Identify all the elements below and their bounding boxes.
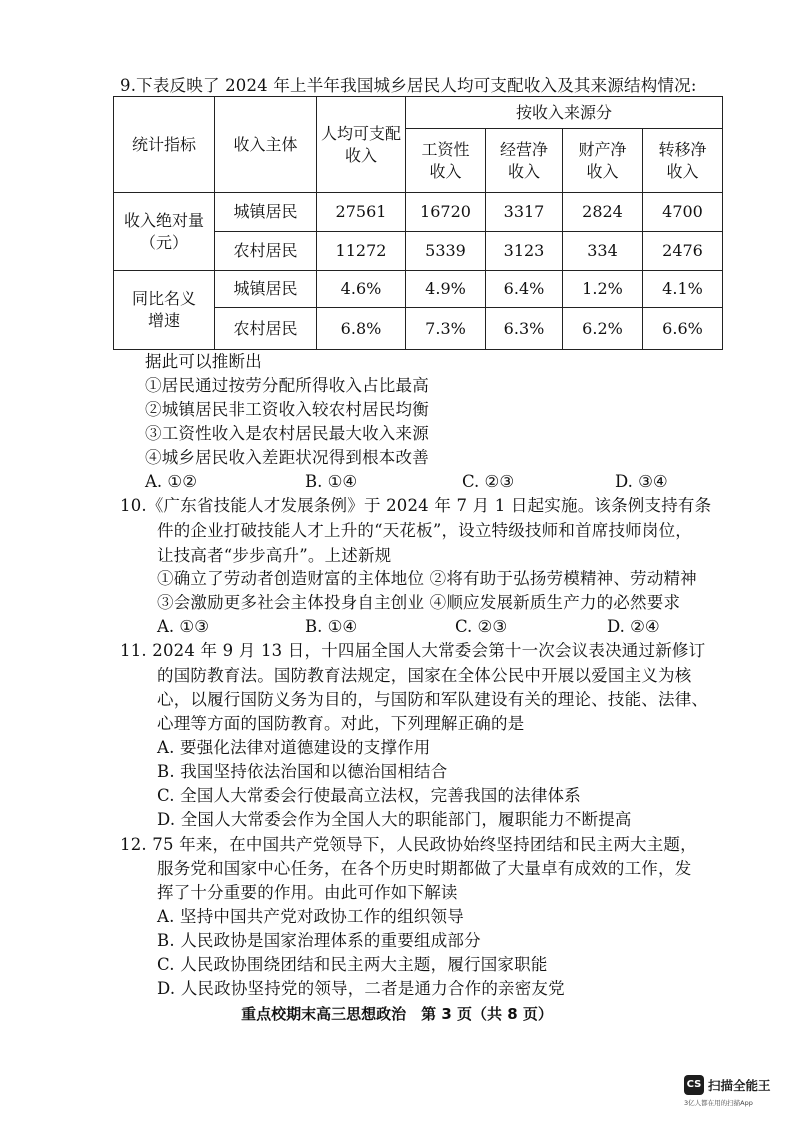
table-cell: 4.1% (643, 271, 723, 308)
table-cell: 334 (563, 232, 643, 271)
q10-option-d[interactable]: D. ②④ (607, 617, 660, 636)
q9-option-b[interactable]: B. ①④ (305, 472, 358, 491)
q10-stem: 件的企业打破技能人才上升的“天花板”，设立特级技师和首席技师岗位， (157, 521, 692, 540)
table-cell: 4.9% (406, 271, 486, 308)
header-business: 经营净收入 (486, 129, 563, 193)
q11-stem: 心理等方面的国防教育。对此，下列理解正确的是 (157, 714, 525, 733)
q10-option-a[interactable]: A. ①③ (157, 617, 209, 636)
table-cell: 7.3% (406, 308, 486, 350)
q10-stem: 让技高者“步步高升”。上述新规 (157, 546, 392, 565)
q9-item: ④城乡居民收入差距状况得到根本改善 (145, 448, 429, 467)
table-cell: 4.6% (317, 271, 406, 308)
q9-option-c[interactable]: C. ②③ (462, 472, 515, 491)
q9-option-d[interactable]: D. ③④ (615, 472, 668, 491)
watermark-subtitle: 3亿人都在用的扫描App (684, 1099, 753, 1107)
q12-option-c[interactable]: C. 人民政协围绕团结和民主两大主题，履行国家职能 (157, 955, 548, 974)
table-row (114, 271, 723, 308)
table-cell: 1.2% (563, 271, 643, 308)
table-cell: 6.6% (643, 308, 723, 350)
q9-lead: 据此可以推断出 (145, 352, 262, 371)
subject-rural: 农村居民 (215, 232, 317, 271)
header-transfer: 转移净收入 (643, 129, 723, 193)
table-cell: 6.4% (486, 271, 563, 308)
header-wage: 工资性收入 (406, 129, 486, 193)
q11-option-d[interactable]: D. 全国人大常委会作为全国人大的职能部门，履职能力不断提高 (157, 810, 632, 829)
q9-stem: 9.下表反映了 2024 年上半年我国城乡居民人均可支配收入及其来源结构情况: (120, 76, 697, 95)
q9-item: ③工资性收入是农村居民最大收入来源 (145, 424, 429, 443)
q11-stem: 心，以履行国防义务为目的，与国防和军队建设有关的理论、技能、法律、 (157, 690, 709, 709)
subject-urban: 城镇居民 (215, 193, 317, 232)
q11-option-b[interactable]: B. 我国坚持依法治国和以德治国相结合 (157, 762, 448, 781)
table-cell: 11272 (317, 232, 406, 271)
header-per-capita: 人均可支配收入 (317, 97, 406, 193)
group-growth: 同比名义增速 (114, 271, 215, 350)
subject-rural: 农村居民 (215, 308, 317, 350)
header-property: 财产净收入 (563, 129, 643, 193)
header-by-source: 按收入来源分 (406, 97, 723, 129)
q10-items: ①确立了劳动者创造财富的主体地位 ②将有助于弘扬劳模精神、劳动精神 (157, 569, 697, 588)
q12-stem: 服务党和国家中心任务，在各个历史时期都做了大量卓有成效的工作，发 (157, 859, 692, 878)
q10-option-b[interactable]: B. ①④ (305, 617, 358, 636)
q12-option-a[interactable]: A. 坚持中国共产党对政协工作的组织领导 (157, 907, 464, 926)
q9-item: ②城镇居民非工资收入较农村居民均衡 (145, 400, 429, 419)
table-row (114, 193, 723, 232)
table-cell: 4700 (643, 193, 723, 232)
q12-option-b[interactable]: B. 人民政协是国家治理体系的重要组成部分 (157, 931, 481, 950)
q11-stem: 的国防教育法。国防教育法规定，国家在全体公民中开展以爱国主义为核 (157, 666, 692, 685)
q10-option-c[interactable]: C. ②③ (455, 617, 508, 636)
table-cell: 27561 (317, 193, 406, 232)
table-cell: 2824 (563, 193, 643, 232)
q12-stem: 挥了十分重要的作用。由此可作如下解读 (157, 883, 458, 902)
q10-items: ③会激励更多社会主体投身自主创业 ④顺应发展新质生产力的必然要求 (157, 593, 681, 612)
income-table (113, 96, 723, 350)
table-cell: 3123 (486, 232, 563, 271)
q11-option-c[interactable]: C. 全国人大常委会行使最高立法权，完善我国的法律体系 (157, 786, 581, 805)
q10-stem: 10.《广东省技能人才发展条例》于 2024 年 7 月 1 日起实施。该条例支持有条 (120, 496, 712, 515)
q12-stem: 12. 75 年来，在中国共产党领导下，人民政协始终坚持团结和民主两大主题， (120, 835, 697, 854)
q9-item: ①居民通过按劳分配所得收入占比最高 (145, 376, 429, 395)
q11-stem: 11. 2024 年 9 月 13 日，十四届全国人大常委会第十一次会议表决通过新修订 (120, 641, 706, 660)
table-cell: 16720 (406, 193, 486, 232)
subject-urban: 城镇居民 (215, 271, 317, 308)
group-absolute: 收入绝对量（元） (114, 193, 215, 271)
table-cell: 6.2% (563, 308, 643, 350)
q12-option-d[interactable]: D. 人民政协坚持党的领导，二者是通力合作的亲密友党 (157, 979, 565, 998)
q11-option-a[interactable]: A. 要强化法律对道德建设的支撑作用 (157, 738, 431, 757)
header-subject: 收入主体 (215, 97, 317, 193)
watermark-name: 扫描全能王 (708, 1078, 771, 1093)
q9-option-a[interactable]: A. ①② (145, 472, 197, 491)
table-cell: 3317 (486, 193, 563, 232)
page-footer: 重点校期末高三思想政治 第 3 页（共 8 页） (241, 1005, 553, 1023)
table-cell: 6.3% (486, 308, 563, 350)
table-cell: 6.8% (317, 308, 406, 350)
camscanner-logo-icon: CS (684, 1075, 704, 1095)
table-cell: 2476 (643, 232, 723, 271)
header-indicator: 统计指标 (114, 97, 215, 193)
table-cell: 5339 (406, 232, 486, 271)
